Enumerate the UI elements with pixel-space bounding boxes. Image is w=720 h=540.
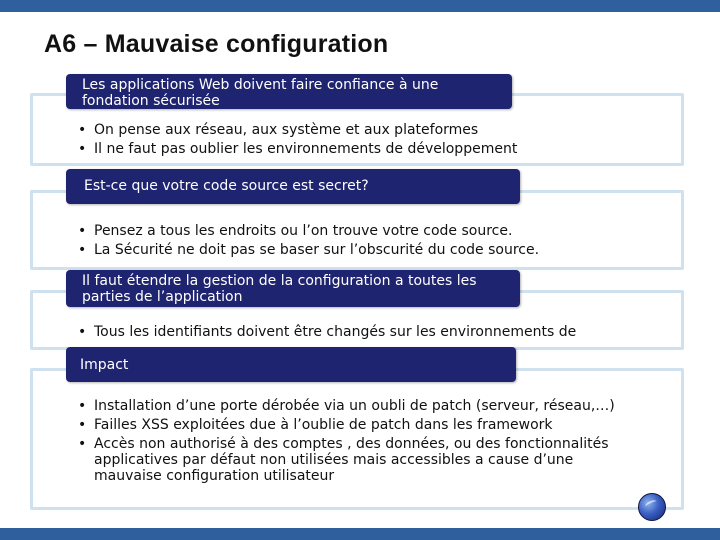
bullet-text: Il ne faut pas oublier les environnements de développement bbox=[94, 141, 518, 157]
bullet-dot: • bbox=[78, 398, 87, 414]
bullet-dot: • bbox=[78, 223, 87, 239]
list-item bbox=[78, 242, 678, 258]
section-header-1: Les applications Web doivent faire confiance à une fondation sécurisée bbox=[66, 74, 512, 109]
list-item bbox=[78, 398, 638, 414]
globe-icon bbox=[638, 493, 666, 521]
bullet-text: Installation d’une porte dérobée via un oubli de patch (serveur, réseau,…) bbox=[94, 398, 615, 414]
bullet-text: Tous les identifiants doivent être changés sur les environnements de bbox=[94, 324, 577, 340]
list-item bbox=[78, 436, 638, 484]
bullet-text: On pense aux réseau, aux système et aux plateformes bbox=[94, 122, 479, 138]
list-item bbox=[78, 122, 678, 138]
bullet-list-2 bbox=[78, 223, 678, 261]
bottom-bar bbox=[0, 528, 720, 540]
list-item bbox=[78, 417, 638, 433]
bullet-text: Accès non authorisé à des comptes , des données, ou des fonctionnalités applicatives par défaut non utilisées mais accessibles a cause d’une mauvaise configuration utilisateur bbox=[94, 436, 609, 484]
bullet-dot: • bbox=[78, 141, 87, 157]
bullet-list-4 bbox=[78, 398, 638, 487]
section-header-3: Il faut étendre la gestion de la configuration a toutes les parties de l’application bbox=[66, 270, 520, 307]
bullet-list-1 bbox=[78, 122, 678, 160]
bullet-text: Pensez a tous les endroits ou l’on trouve votre code source. bbox=[94, 223, 513, 239]
bullet-dot: • bbox=[78, 122, 87, 138]
section-header-2: Est-ce que votre code source est secret? bbox=[66, 169, 520, 204]
list-item bbox=[78, 141, 678, 157]
bullet-dot: • bbox=[78, 417, 87, 433]
bullet-text: La Sécurité ne doit pas se baser sur l’obscurité du code source. bbox=[94, 242, 540, 258]
bullet-list-3 bbox=[78, 324, 678, 343]
top-bar bbox=[0, 0, 720, 12]
bullet-dot: • bbox=[78, 324, 87, 340]
list-item bbox=[78, 324, 678, 340]
list-item bbox=[78, 223, 678, 239]
slide-title: A6 – Mauvaise configuration bbox=[44, 30, 389, 58]
bullet-dot: • bbox=[78, 436, 87, 452]
section-header-4: Impact bbox=[66, 347, 516, 382]
bullet-dot: • bbox=[78, 242, 87, 258]
bullet-text: Failles XSS exploitées due à l’oublie de patch dans les framework bbox=[94, 417, 553, 433]
